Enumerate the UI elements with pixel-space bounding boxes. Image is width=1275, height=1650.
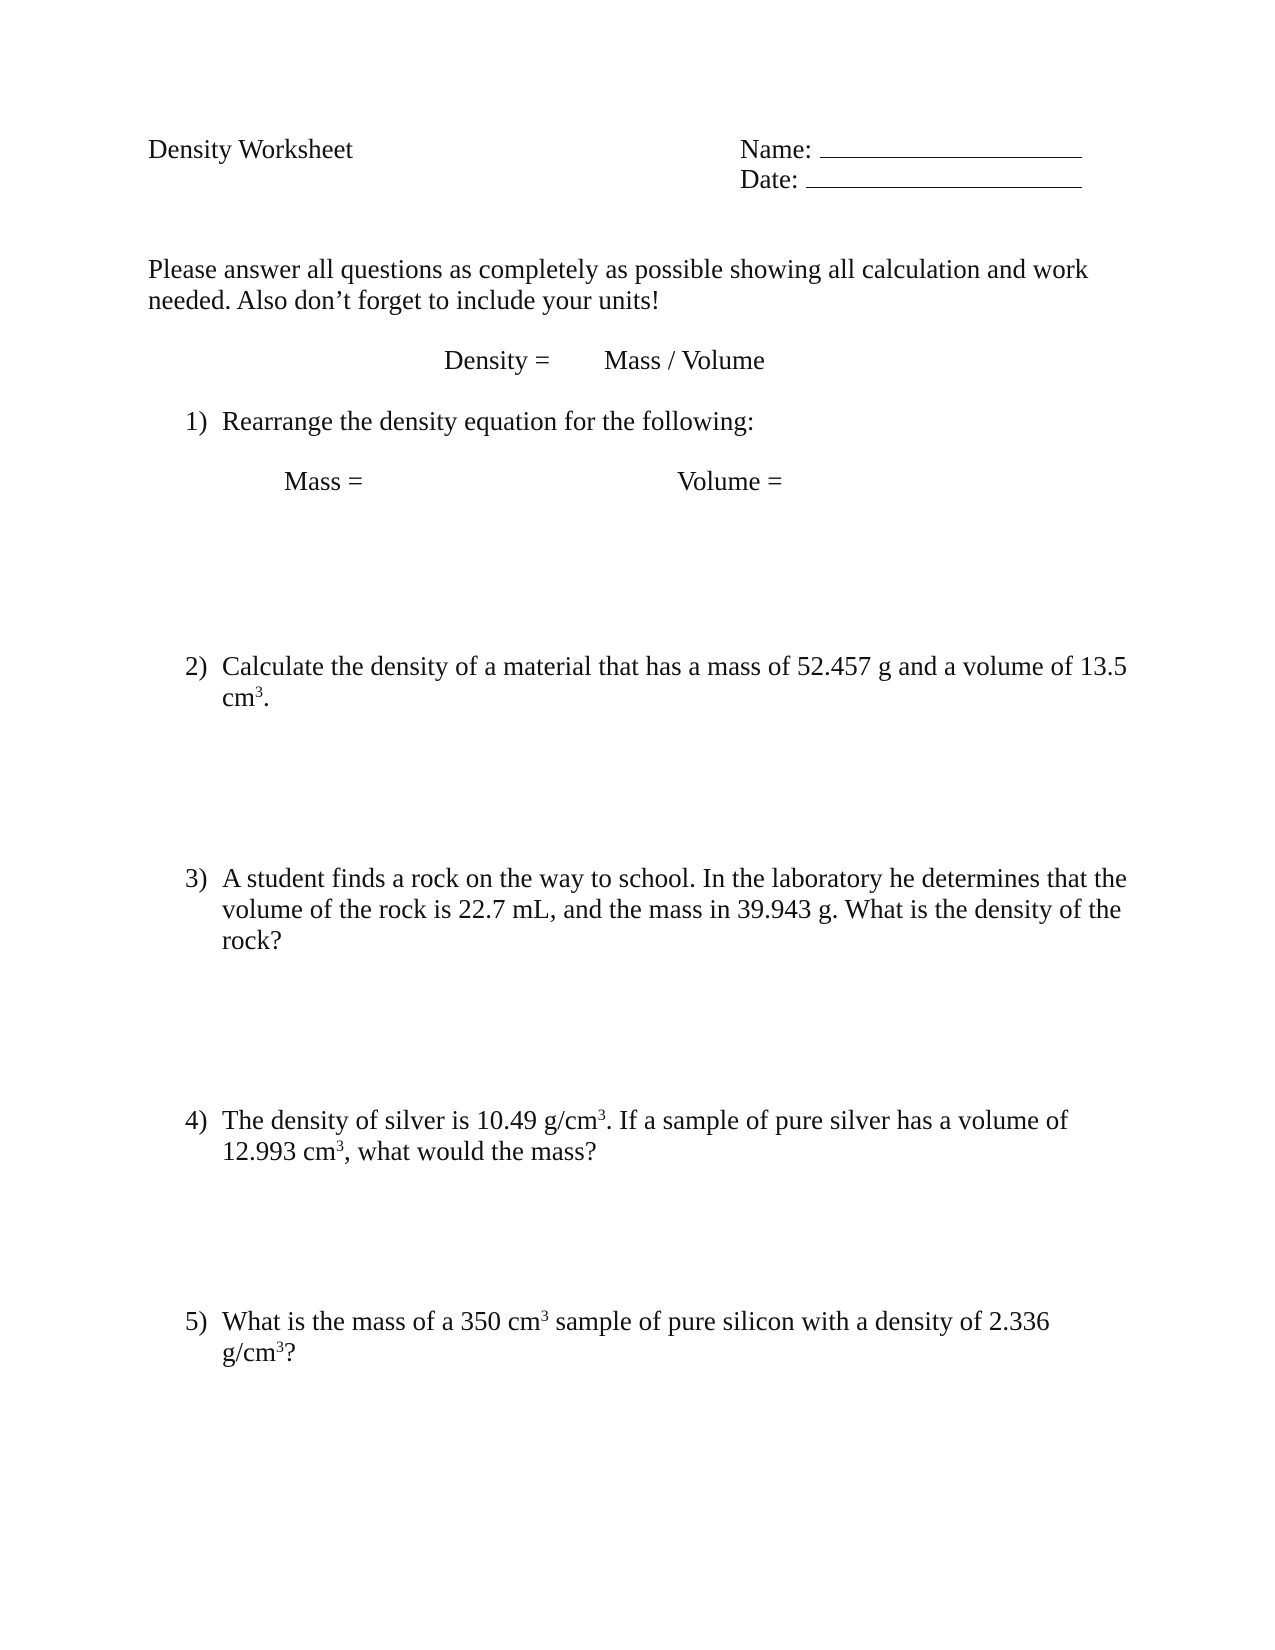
date-field — [740, 164, 1082, 195]
formula-mass-volume: Mass / Volume — [604, 345, 766, 375]
question-number: 3) — [185, 863, 208, 893]
question-text-part: What is the mass of a 350 cm — [222, 1306, 541, 1336]
worksheet-title: Density Worksheet — [148, 134, 354, 164]
name-field — [740, 134, 1082, 165]
volume-equals-label: Volume = — [677, 466, 783, 496]
question-text-part: . If a sample of pure silver has a volume of 12.993 cm — [222, 1105, 1069, 1166]
question-text-part: sample of pure silicon with a density of 2.336 g/cm — [222, 1306, 1050, 1367]
question-text: Rearrange the density equation for the following: — [222, 406, 755, 436]
question-text — [222, 1306, 1130, 1368]
superscript: 3 — [255, 684, 263, 701]
question-number: 2) — [185, 651, 208, 681]
question-text: A student finds a rock on the way to school. In the laboratory he determines that the volume of the rock is 22.7 mL, and the mass in 39.943 g. What is the density of the rock? — [222, 863, 1128, 955]
question-text — [222, 1105, 1130, 1167]
question-text-part: The density of silver is 10.49 g/cm — [222, 1105, 598, 1135]
question-number: 1) — [185, 406, 208, 436]
superscript: 3 — [540, 1308, 549, 1325]
mass-equals-label: Mass = — [284, 466, 363, 496]
formula-density-label: Density = — [444, 345, 550, 375]
name-blank-line[interactable] — [820, 135, 1082, 158]
question-text-part: Calculate the density of a material that has a mass of 52.457 g and a volume of 13.5 cm — [222, 651, 1128, 712]
question-number: 4) — [185, 1105, 208, 1135]
question-number: 5) — [185, 1306, 208, 1336]
name-label: Name: — [740, 134, 812, 164]
superscript: 3 — [276, 1339, 284, 1356]
question-text-part: , what would the mass? — [344, 1136, 597, 1166]
question-text-part: ? — [284, 1337, 296, 1367]
superscript: 3 — [597, 1107, 606, 1124]
superscript: 3 — [336, 1138, 344, 1155]
date-label: Date: — [740, 164, 799, 194]
question-text-part: . — [263, 682, 270, 712]
instructions-paragraph: Please answer all questions as completely as possible showing all calculation and work needed. Also don’t forget to include your units! — [148, 254, 1089, 315]
question-text — [222, 651, 1130, 713]
date-blank-line[interactable] — [806, 165, 1082, 188]
